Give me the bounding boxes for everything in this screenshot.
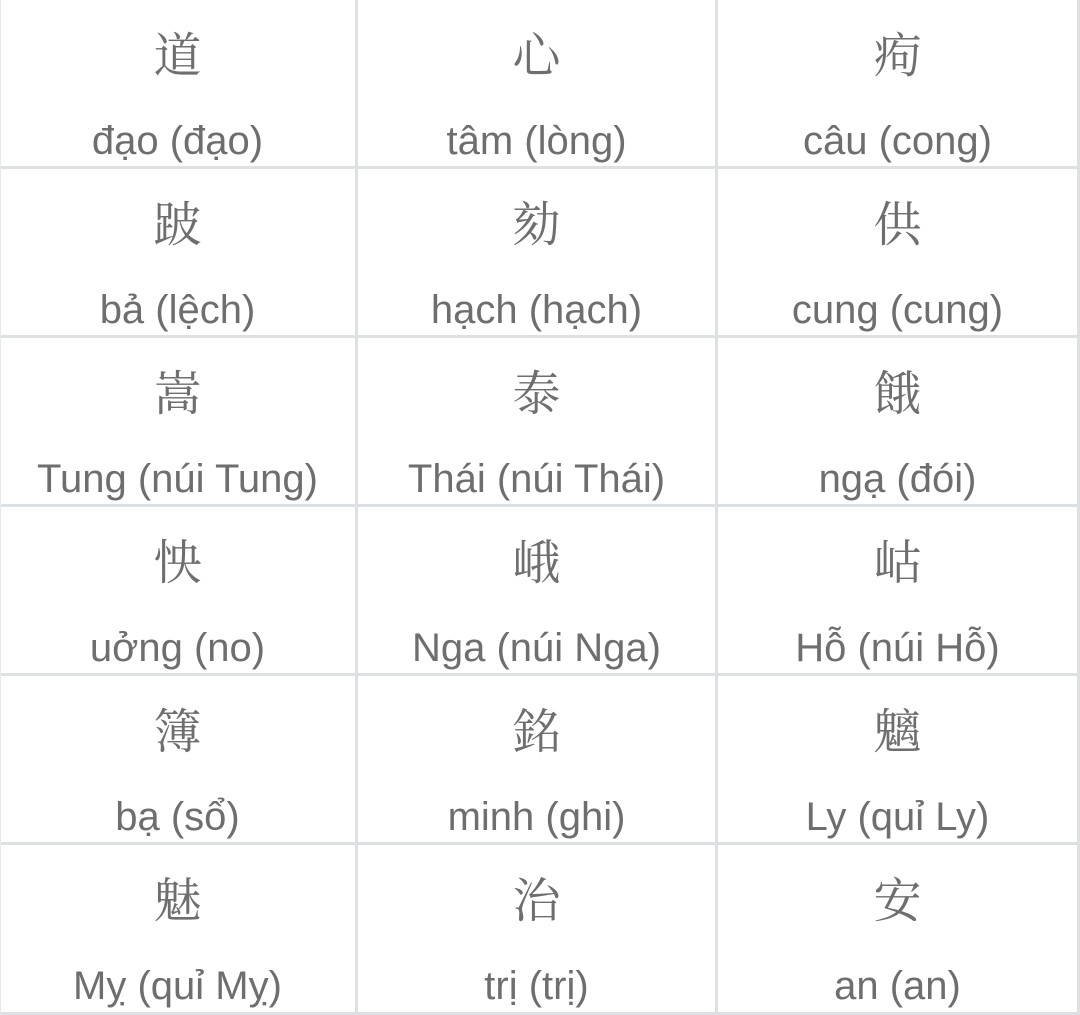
- table-cell: [718, 169, 1080, 338]
- hanzi-character: 泰: [512, 366, 561, 422]
- hanzi-character: 劾: [512, 197, 561, 253]
- vietnamese-reading: an (an): [834, 964, 961, 1008]
- table-cell: [0, 507, 358, 676]
- table-cell: [358, 507, 718, 676]
- vietnamese-reading: ngạ (đói): [818, 457, 977, 501]
- table-cell: [0, 845, 358, 1015]
- hanzi-character: 供: [873, 197, 922, 253]
- vietnamese-reading: hạch (hạch): [430, 288, 643, 332]
- vietnamese-reading: tâm (lòng): [446, 119, 627, 163]
- vietnamese-reading: Tung (núi Tung): [37, 457, 318, 501]
- hanzi-character: 峨: [512, 535, 561, 591]
- vietnamese-reading: cung (cung): [791, 288, 1004, 332]
- hanzi-character: 簿: [153, 704, 202, 760]
- table-cell: [0, 169, 358, 338]
- vietnamese-reading: bạ (sổ): [115, 795, 240, 839]
- table-cell: [0, 0, 358, 169]
- hanzi-character: 痀: [873, 28, 922, 84]
- table-cell: [0, 676, 358, 845]
- hanzi-character: 餓: [873, 366, 922, 422]
- vietnamese-reading: bả (lệch): [99, 288, 256, 332]
- hanzi-character: 嵩: [153, 366, 202, 422]
- vietnamese-reading: Ly (quỉ Ly): [805, 795, 990, 839]
- hanzi-character: 怏: [153, 535, 202, 591]
- hanzi-character: 道: [153, 28, 202, 84]
- vietnamese-reading: Nga (núi Nga): [411, 626, 661, 670]
- table-cell: [718, 507, 1080, 676]
- table-cell: [358, 0, 718, 169]
- table-cell: [358, 338, 718, 507]
- table-cell: [358, 845, 718, 1015]
- vietnamese-reading: minh (ghi): [447, 795, 626, 839]
- table-cell: [718, 845, 1080, 1015]
- hanzi-character: 魑: [873, 704, 922, 760]
- table-left-border: [0, 0, 1, 1015]
- hanzi-character: 心: [512, 28, 561, 84]
- table-cell: [718, 676, 1080, 845]
- table-cell: [358, 169, 718, 338]
- table-cell: [0, 338, 358, 507]
- table-cell: [718, 0, 1080, 169]
- hanzi-character: 治: [512, 873, 561, 929]
- hanzi-character: 岵: [873, 535, 922, 591]
- vietnamese-reading: uởng (no): [89, 626, 266, 670]
- vietnamese-reading: Hỗ (núi Hỗ): [795, 626, 1000, 670]
- table-cell: [358, 676, 718, 845]
- vietnamese-reading: trị (trị): [484, 964, 589, 1008]
- hanzi-character: 銘: [512, 704, 561, 760]
- vietnamese-reading: Thái (núi Thái): [407, 457, 666, 501]
- hanzi-character: 安: [873, 873, 922, 929]
- vietnamese-reading: câu (cong): [803, 119, 992, 163]
- hanzi-character: 魅: [153, 873, 202, 929]
- table-cell: [718, 338, 1080, 507]
- vietnamese-reading: Mỵ (quỉ Mỵ): [73, 964, 282, 1008]
- vietnamese-reading: đạo (đạo): [91, 119, 264, 163]
- hanzi-character: 跛: [153, 197, 202, 253]
